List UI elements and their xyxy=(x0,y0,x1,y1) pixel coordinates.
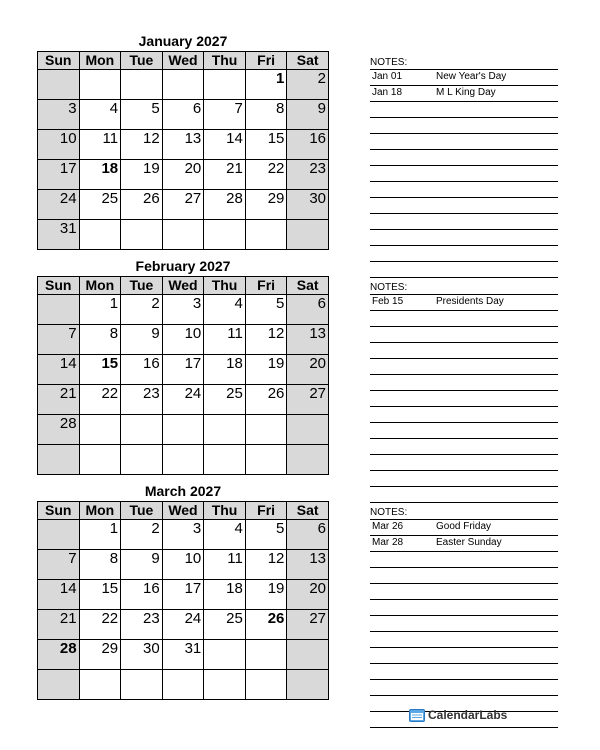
day-cell[interactable]: 10 xyxy=(38,130,80,160)
notes-section xyxy=(370,507,558,728)
day-cell[interactable]: 14 xyxy=(204,130,246,160)
day-cell[interactable] xyxy=(121,220,163,250)
note-line[interactable] xyxy=(370,343,558,359)
day-cell[interactable]: 3 xyxy=(162,295,204,325)
weekday-header: Fri xyxy=(245,52,287,70)
day-cell[interactable]: 13 xyxy=(162,130,204,160)
day-cell[interactable]: 27 xyxy=(287,385,329,415)
note-line[interactable] xyxy=(370,246,558,262)
month-calendar xyxy=(37,32,329,250)
month-title: March 2027 xyxy=(144,483,222,499)
week-row xyxy=(38,220,329,250)
week-row xyxy=(38,580,329,610)
day-cell[interactable] xyxy=(38,295,80,325)
day-cell[interactable]: 23 xyxy=(121,610,163,640)
day-cell[interactable]: 5 xyxy=(121,100,163,130)
day-cell[interactable]: 4 xyxy=(204,520,246,550)
notes-section xyxy=(370,57,558,278)
day-cell[interactable]: 21 xyxy=(38,385,80,415)
notes-section xyxy=(370,282,558,503)
note-line[interactable] xyxy=(370,439,558,455)
day-cell[interactable]: 18 xyxy=(79,160,121,190)
note-date: Mar 26 xyxy=(372,521,404,532)
day-cell[interactable]: 8 xyxy=(79,550,121,580)
note-line[interactable] xyxy=(370,455,558,471)
note-line[interactable] xyxy=(370,134,558,150)
weekday-header: Tue xyxy=(121,502,163,520)
month-calendar xyxy=(37,482,329,700)
day-cell[interactable]: 8 xyxy=(79,325,121,355)
day-cell[interactable]: 17 xyxy=(38,160,80,190)
weekday-header: Mon xyxy=(79,52,121,70)
note-line[interactable] xyxy=(370,230,558,246)
day-cell[interactable] xyxy=(79,220,121,250)
day-cell[interactable]: 11 xyxy=(204,550,246,580)
note-line[interactable] xyxy=(370,198,558,214)
note-text: Easter Sunday xyxy=(436,537,502,548)
day-cell[interactable]: 1 xyxy=(79,295,121,325)
calendarlabs-brand[interactable] xyxy=(409,706,507,724)
day-cell[interactable] xyxy=(245,640,287,670)
day-cell[interactable] xyxy=(162,220,204,250)
day-cell[interactable]: 18 xyxy=(204,355,246,385)
week-row xyxy=(38,385,329,415)
day-cell[interactable]: 2 xyxy=(121,520,163,550)
note-line[interactable] xyxy=(370,311,558,327)
day-cell[interactable]: 5 xyxy=(245,295,287,325)
notes-label: NOTES: xyxy=(370,282,558,295)
day-cell[interactable]: 8 xyxy=(245,100,287,130)
day-cell[interactable]: 28 xyxy=(204,190,246,220)
day-cell[interactable]: 14 xyxy=(38,355,80,385)
day-cell[interactable] xyxy=(245,445,287,475)
week-row xyxy=(38,70,329,100)
day-cell[interactable]: 31 xyxy=(38,220,80,250)
week-row xyxy=(38,130,329,160)
day-cell[interactable]: 7 xyxy=(38,325,80,355)
note-date: Feb 15 xyxy=(372,296,404,307)
weekday-header: Sun xyxy=(38,502,80,520)
day-cell[interactable]: 13 xyxy=(287,550,329,580)
day-cell[interactable] xyxy=(287,640,329,670)
day-cell[interactable] xyxy=(162,70,204,100)
day-cell[interactable]: 27 xyxy=(287,610,329,640)
day-cell[interactable]: 19 xyxy=(245,355,287,385)
day-cell[interactable]: 28 xyxy=(38,640,80,670)
day-cell[interactable] xyxy=(287,415,329,445)
day-cell[interactable]: 2 xyxy=(121,295,163,325)
day-cell[interactable]: 19 xyxy=(121,160,163,190)
day-cell[interactable]: 12 xyxy=(245,550,287,580)
weekday-header: Sat xyxy=(287,277,329,295)
weekday-header: Mon xyxy=(79,502,121,520)
day-cell[interactable]: 9 xyxy=(121,325,163,355)
day-cell[interactable]: 9 xyxy=(287,100,329,130)
note-line[interactable] xyxy=(370,487,558,503)
day-cell[interactable]: 7 xyxy=(204,100,246,130)
month-grid xyxy=(37,501,329,700)
day-cell[interactable]: 22 xyxy=(79,610,121,640)
note-line[interactable] xyxy=(370,118,558,134)
weekday-header: Fri xyxy=(245,502,287,520)
week-row xyxy=(38,640,329,670)
day-cell[interactable]: 6 xyxy=(162,100,204,130)
month-calendar xyxy=(37,257,329,475)
day-cell[interactable] xyxy=(162,415,204,445)
day-cell[interactable]: 31 xyxy=(162,640,204,670)
day-cell[interactable] xyxy=(287,670,329,700)
day-cell[interactable]: 7 xyxy=(38,550,80,580)
day-cell[interactable]: 29 xyxy=(245,190,287,220)
day-cell[interactable] xyxy=(204,70,246,100)
day-cell[interactable]: 3 xyxy=(38,100,80,130)
note-line[interactable] xyxy=(370,664,558,680)
day-cell[interactable]: 22 xyxy=(79,385,121,415)
day-cell[interactable]: 15 xyxy=(245,130,287,160)
day-cell[interactable] xyxy=(121,70,163,100)
day-cell[interactable] xyxy=(287,445,329,475)
week-row xyxy=(38,550,329,580)
day-cell[interactable] xyxy=(121,445,163,475)
day-cell[interactable]: 13 xyxy=(287,325,329,355)
day-cell[interactable]: 18 xyxy=(204,580,246,610)
day-cell[interactable] xyxy=(204,670,246,700)
day-cell[interactable] xyxy=(245,220,287,250)
note-line[interactable] xyxy=(370,616,558,632)
day-cell[interactable]: 16 xyxy=(287,130,329,160)
day-cell[interactable]: 23 xyxy=(121,385,163,415)
week-row xyxy=(38,100,329,130)
notes-label: NOTES: xyxy=(370,507,558,520)
note-line[interactable] xyxy=(370,632,558,648)
weekday-header: Thu xyxy=(204,277,246,295)
note-line[interactable] xyxy=(370,423,558,439)
weekday-header: Thu xyxy=(204,52,246,70)
note-line[interactable] xyxy=(370,680,558,696)
day-cell[interactable] xyxy=(162,445,204,475)
note-text: Presidents Day xyxy=(436,296,504,307)
day-cell[interactable] xyxy=(162,670,204,700)
note-date: Jan 01 xyxy=(372,71,403,82)
week-row xyxy=(38,445,329,475)
note-line[interactable] xyxy=(370,520,558,536)
weekday-header: Mon xyxy=(79,277,121,295)
day-cell[interactable]: 4 xyxy=(79,100,121,130)
weekday-header: Wed xyxy=(162,502,204,520)
day-cell[interactable]: 17 xyxy=(162,355,204,385)
weekday-header: Wed xyxy=(162,277,204,295)
day-cell[interactable]: 25 xyxy=(79,190,121,220)
day-cell[interactable]: 16 xyxy=(121,355,163,385)
note-line[interactable] xyxy=(370,166,558,182)
month-title: January 2027 xyxy=(138,33,228,49)
day-cell[interactable]: 25 xyxy=(204,385,246,415)
weekday-header: Sun xyxy=(38,52,80,70)
day-cell[interactable] xyxy=(121,415,163,445)
note-line[interactable] xyxy=(370,648,558,664)
note-line[interactable] xyxy=(370,102,558,118)
note-line[interactable] xyxy=(370,471,558,487)
day-cell[interactable] xyxy=(79,415,121,445)
day-cell[interactable] xyxy=(245,415,287,445)
brand-name: CalendarLabs xyxy=(428,708,508,722)
note-line[interactable] xyxy=(370,552,558,568)
notes-label: NOTES: xyxy=(370,57,558,70)
day-cell[interactable] xyxy=(38,445,80,475)
day-cell[interactable]: 12 xyxy=(121,130,163,160)
week-row xyxy=(38,355,329,385)
day-cell[interactable]: 30 xyxy=(121,640,163,670)
month-title: February 2027 xyxy=(135,258,231,274)
day-cell[interactable]: 4 xyxy=(204,295,246,325)
day-cell[interactable]: 20 xyxy=(162,160,204,190)
note-line[interactable] xyxy=(370,407,558,423)
calendar-logo-icon xyxy=(409,708,425,722)
day-cell[interactable]: 3 xyxy=(162,520,204,550)
day-cell[interactable] xyxy=(204,445,246,475)
note-line[interactable] xyxy=(370,295,558,311)
note-line[interactable] xyxy=(370,262,558,278)
day-cell[interactable] xyxy=(245,670,287,700)
note-date: Mar 28 xyxy=(372,537,404,548)
day-cell[interactable]: 9 xyxy=(121,550,163,580)
day-cell[interactable]: 20 xyxy=(287,580,329,610)
day-cell[interactable]: 23 xyxy=(287,160,329,190)
day-cell[interactable]: 30 xyxy=(287,190,329,220)
day-cell[interactable]: 16 xyxy=(121,580,163,610)
note-line[interactable] xyxy=(370,327,558,343)
day-cell[interactable]: 2 xyxy=(287,70,329,100)
note-line[interactable] xyxy=(370,584,558,600)
day-cell[interactable]: 20 xyxy=(287,355,329,385)
note-line[interactable] xyxy=(370,600,558,616)
note-line[interactable] xyxy=(370,375,558,391)
note-line[interactable] xyxy=(370,70,558,86)
week-row xyxy=(38,670,329,700)
note-text: New Year's Day xyxy=(436,71,507,82)
note-text: M L King Day xyxy=(436,87,496,98)
day-cell[interactable]: 5 xyxy=(245,520,287,550)
day-cell[interactable]: 29 xyxy=(79,640,121,670)
month-grid xyxy=(37,51,329,250)
note-line[interactable] xyxy=(370,568,558,584)
day-cell[interactable]: 15 xyxy=(79,355,121,385)
day-cell[interactable] xyxy=(287,220,329,250)
weekday-header: Sun xyxy=(38,277,80,295)
day-cell[interactable]: 12 xyxy=(245,325,287,355)
week-row xyxy=(38,415,329,445)
day-cell[interactable]: 1 xyxy=(79,520,121,550)
day-cell[interactable]: 21 xyxy=(204,160,246,190)
week-row xyxy=(38,190,329,220)
day-cell[interactable]: 19 xyxy=(245,580,287,610)
note-line[interactable] xyxy=(370,182,558,198)
day-cell[interactable] xyxy=(204,220,246,250)
day-cell[interactable]: 10 xyxy=(162,550,204,580)
note-line[interactable] xyxy=(370,536,558,552)
day-cell[interactable]: 24 xyxy=(162,610,204,640)
day-cell[interactable] xyxy=(79,670,121,700)
weekday-header: Wed xyxy=(162,52,204,70)
day-cell[interactable]: 28 xyxy=(38,415,80,445)
day-cell[interactable] xyxy=(121,670,163,700)
day-cell[interactable]: 26 xyxy=(245,610,287,640)
week-row xyxy=(38,520,329,550)
day-cell[interactable] xyxy=(38,70,80,100)
week-row xyxy=(38,325,329,355)
day-cell[interactable] xyxy=(79,70,121,100)
day-cell[interactable]: 1 xyxy=(245,70,287,100)
note-line[interactable] xyxy=(370,391,558,407)
day-cell[interactable]: 26 xyxy=(245,385,287,415)
day-cell[interactable]: 6 xyxy=(287,295,329,325)
day-cell[interactable]: 24 xyxy=(162,385,204,415)
day-cell[interactable] xyxy=(79,445,121,475)
week-row xyxy=(38,160,329,190)
day-cell[interactable]: 24 xyxy=(38,190,80,220)
day-cell[interactable]: 6 xyxy=(287,520,329,550)
day-cell[interactable]: 11 xyxy=(79,130,121,160)
weekday-header: Thu xyxy=(204,502,246,520)
day-cell[interactable]: 22 xyxy=(245,160,287,190)
week-row xyxy=(38,610,329,640)
note-line[interactable] xyxy=(370,359,558,375)
day-cell[interactable]: 25 xyxy=(204,610,246,640)
weekday-header: Sat xyxy=(287,502,329,520)
note-line[interactable] xyxy=(370,150,558,166)
note-date: Jan 18 xyxy=(372,87,403,98)
weekday-header: Sat xyxy=(287,52,329,70)
note-line[interactable] xyxy=(370,86,558,102)
day-cell[interactable]: 21 xyxy=(38,610,80,640)
weekday-header: Fri xyxy=(245,277,287,295)
day-cell[interactable]: 11 xyxy=(204,325,246,355)
day-cell[interactable]: 14 xyxy=(38,580,80,610)
note-line[interactable] xyxy=(370,214,558,230)
note-text: Good Friday xyxy=(436,521,492,532)
day-cell[interactable] xyxy=(38,670,80,700)
month-grid xyxy=(37,276,329,475)
day-cell[interactable]: 17 xyxy=(162,580,204,610)
week-row xyxy=(38,295,329,325)
day-cell[interactable]: 26 xyxy=(121,190,163,220)
day-cell[interactable]: 10 xyxy=(162,325,204,355)
day-cell[interactable] xyxy=(204,640,246,670)
weekday-header: Tue xyxy=(121,277,163,295)
day-cell[interactable]: 27 xyxy=(162,190,204,220)
weekday-header: Tue xyxy=(121,52,163,70)
day-cell[interactable] xyxy=(38,520,80,550)
day-cell[interactable]: 15 xyxy=(79,580,121,610)
day-cell[interactable] xyxy=(204,415,246,445)
